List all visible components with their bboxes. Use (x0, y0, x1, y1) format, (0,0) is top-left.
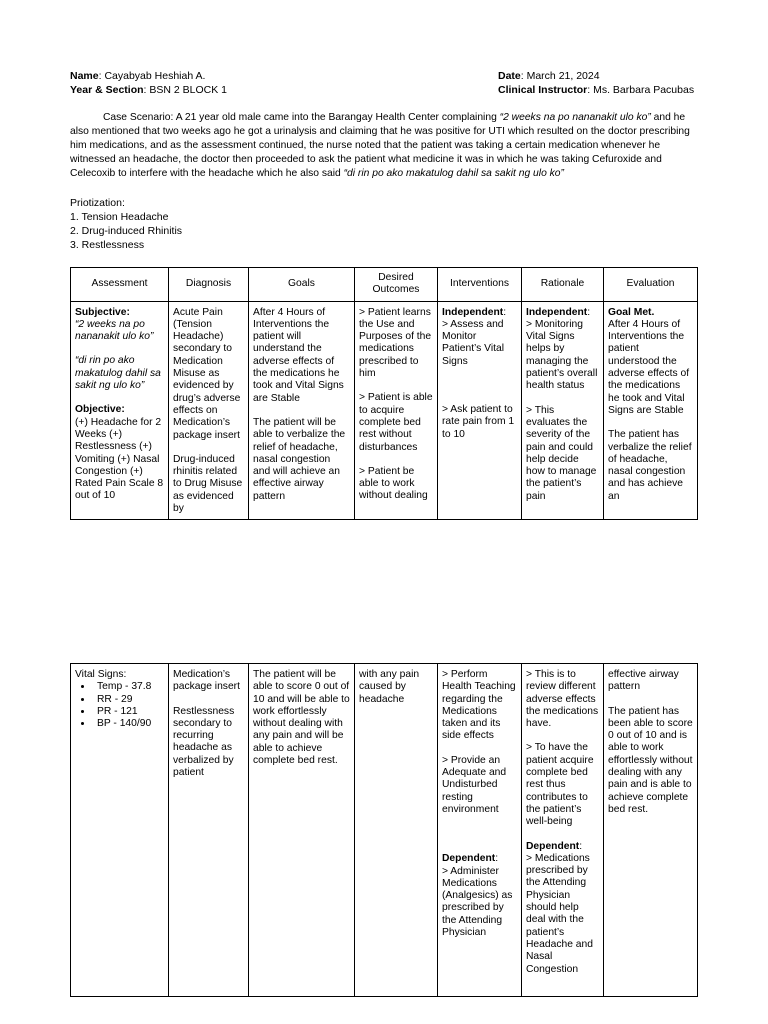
header-interventions: Interventions (438, 268, 522, 302)
header-goals: Goals (249, 268, 355, 302)
evaluation-cell (604, 301, 698, 520)
diagnosis-cell (169, 664, 249, 997)
intervention-text: > Provide an Adequate and Undisturbed resting environment (442, 754, 507, 815)
scenario-quote-2: “di rin po ako makatulog dahil sa sakit ng ulo ko” (343, 168, 564, 179)
date-value: : March 21, 2024 (520, 70, 600, 82)
rationale-text: > This evaluates the severity of the pain and could help decide how to manage the patient’s pain (526, 404, 597, 502)
independent-label: Independent (442, 306, 504, 318)
name-label: Name (70, 70, 99, 82)
assessment-cell (71, 664, 169, 997)
interventions-cell: > Perform Health Teaching regarding the Medications taken and its side effects > Provide an Adequate and Undisturbed resting environment Dependent: > Administer Medications (Analgesics) as prescribed by the Attending Physician (438, 664, 522, 997)
goal-text: After 4 Hours of Interventions the patient will understand the adverse effects of the medications he took and Vital Signs are Stable (253, 306, 344, 404)
instructor-label: Clinical Instructor (498, 84, 588, 96)
evaluation-text: effective airway pattern (608, 669, 679, 693)
rationale-cell: Independent: > Monitoring Vital Signs helps by managing the patient’s overall health status > This evaluates the severity of the pain and could help decide how to manage the patient’s pain (522, 301, 604, 520)
scenario-text-1: Case Scenario: A 21 year old male came into the Barangay Health Center complaining (103, 112, 500, 123)
intervention-text: > Ask patient to rate pain from 1 to 10 (442, 404, 515, 440)
subjective-quote: “di rin po ako makatulog dahil sa sakit ng ulo ko” (75, 355, 161, 392)
intervention-text: > Administer Medications (Analgesics) as prescribed by the Attending Physician (442, 865, 513, 939)
diagnosis-text: Drug-induced rhinitis related to Drug Misuse as evidenced by (173, 453, 243, 515)
independent-label: Independent (526, 306, 588, 318)
assessment-cell (71, 301, 169, 520)
header-evaluation: Evaluation (604, 268, 698, 302)
outcomes-cell (355, 301, 438, 520)
section-value: : BSN 2 BLOCK 1 (143, 84, 227, 96)
goals-cell (249, 664, 355, 997)
scenario-text-2: and he also mentioned that two weeks ago he got a urinalysis and claiming that he was positive for UTI which resulted on the doctor prescribing him medications, and as the assessment continued, the nurse noted that the patient was taking a certain medication whenever he witnessed an headache, the doctor then proceeded to ask the patient what medicine it was in which he was taking Cefuroxide and Celecoxib to interfere with the headache which he also said (70, 112, 690, 179)
interventions-cell: Independent: > Assess and Monitor Patient’s Vital Signs > Ask patient to rate pain from 1 to 10 (438, 301, 522, 520)
case-scenario (70, 111, 698, 181)
vital-sign-item: • PR - 121 (93, 706, 164, 718)
table-row (71, 664, 698, 997)
header-diagnosis: Diagnosis (169, 268, 249, 302)
intervention-text: > Perform Health Teaching regarding the Medications taken and its side effects (442, 669, 516, 742)
priority-item: 3. Restlessness (70, 239, 145, 251)
name-value: : Cayabyab Heshiah A. (98, 70, 206, 82)
rationale-cell: > This is to review different adverse effects the medications have. > To have the patient acquire complete bed rest thus contributes to the patient’s well-being Dependent: > Medications prescribed by the Attending Physician should help deal with the patient’s Headache and Nasal Congestion (522, 664, 604, 997)
goal-met-label: Goal Met. (608, 306, 655, 318)
outcomes-cell (355, 664, 438, 997)
outcome-text: with any pain caused by headache (359, 669, 420, 705)
objective-label: Objective: (75, 404, 125, 416)
priority-item: 2. Drug-induced Rhinitis (70, 225, 183, 237)
rationale-text: > Monitoring Vital Signs helps by managing the patient’s overall health status (526, 318, 598, 392)
vital-signs-list (75, 681, 164, 730)
subjective-quote: “2 weeks na po nananakit ulo ko” (75, 318, 154, 343)
diagnosis-text: Medication’s package insert (173, 669, 240, 693)
evaluation-text: After 4 Hours of Interventions the patient understood the adverse effects of the medications he took and Vital Signs are Stable (608, 318, 690, 416)
name-line (70, 69, 227, 83)
prioritization (70, 196, 182, 252)
vital-sign-item: • Temp - 37.8 (93, 681, 164, 693)
date-label: Date (498, 70, 521, 82)
diagnosis-text: Restlessness secondary to recurring headache as verbalized by patient (173, 705, 235, 779)
dependent-label: Dependent (442, 853, 496, 865)
scenario-quote-1: “2 weeks na po nananakit ulo ko” (499, 112, 651, 123)
rationale-text: > This is to review different adverse effects the medications have. (526, 669, 599, 730)
evaluation-cell (604, 664, 698, 997)
date-line (498, 69, 694, 83)
objective-text: (+) Headache for 2 Weeks (+) Restlessness (+) Vomiting (+) Nasal Congestion (+) Rated Pain Scale 8 out of 10 (75, 416, 164, 502)
instructor-value: : Ms. Barbara Pacubas (587, 84, 695, 96)
table-header-row (71, 268, 698, 302)
dependent-label: Dependent (526, 840, 580, 852)
care-plan-table-page2 (70, 663, 698, 997)
table-row (71, 301, 698, 520)
outcome-text: > Patient is able to acquire complete bed rest without disturbances (359, 392, 433, 453)
evaluation-text: The patient has verbalize the relief of headache, nasal congestion and has achieve an (608, 429, 692, 502)
outcome-text: > Patient be able to work without dealing (359, 465, 428, 502)
header-desired-outcomes: Desired Outcomes (355, 268, 438, 302)
vital-sign-item: • BP - 140/90 (93, 718, 164, 730)
priority-item: 1. Tension Headache (70, 211, 169, 223)
subjective-label: Subjective: (75, 306, 130, 318)
goal-text: The patient will be able to score 0 out of 10 and will be able to work effortlessly without dealing with any pain and will be able to achieve complete bed rest. (253, 669, 350, 767)
prioritization-list (70, 210, 182, 252)
rationale-text: > Medications prescribed by the Attending Physician should help deal with the patient’s Headache and Nasal Congestion (526, 852, 593, 975)
vital-sign-item: • RR - 29 (93, 694, 164, 706)
prioritization-title: Priotization: (70, 197, 125, 209)
header-left (70, 69, 227, 97)
outcome-text: > Patient learns the Use and Purposes of the medications prescribed to him (359, 306, 432, 380)
rationale-text: > To have the patient acquire complete bed rest thus contributes to the patient’s well-being (526, 742, 594, 828)
instructor-line (498, 83, 694, 97)
care-plan-table-page1 (70, 267, 698, 520)
diagnosis-text: Acute Pain (Tension Headache) secondary to Medication Misuse as evidenced by drug’s adverse effects on Medication’s package insert (173, 306, 241, 441)
section-label: Year & Section (70, 84, 144, 96)
goals-cell (249, 301, 355, 520)
section-line (70, 83, 227, 97)
header-right (498, 69, 694, 97)
goal-text: The patient will be able to verbalize the relief of headache, nasal congestion and will achieve an effective airway pattern (253, 416, 346, 502)
vital-signs-label: Vital Signs: (75, 669, 127, 680)
header-assessment: Assessment (71, 268, 169, 302)
header-rationale: Rationale (522, 268, 604, 302)
intervention-text: > Assess and Monitor Patient’s Vital Signs (442, 318, 505, 367)
diagnosis-cell (169, 301, 249, 520)
evaluation-text: The patient has been able to score 0 out of 10 and is able to work effortlessly without dealing with any pain and is able to achieve complete bed rest. (608, 705, 693, 815)
